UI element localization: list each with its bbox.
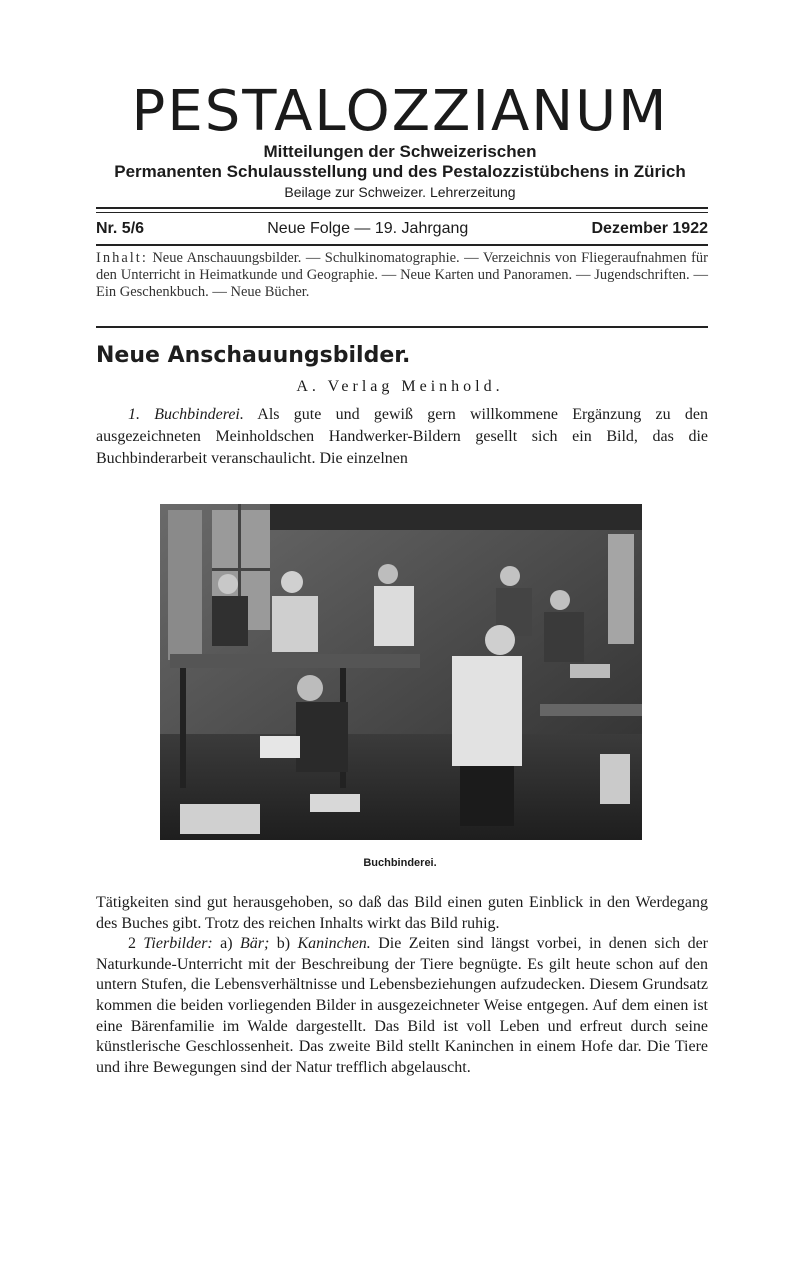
paragraph-3-lead: Tierbilder: [143, 935, 213, 953]
toc-text: Neue Anschauungsbilder. — Schulkinomatographie. — Verzeichnis von Fliegeraufnahmen für den Unterricht in Heimatkunde und Geographie. — Neue Karten und Panoramen. — Jugendschriften. — Ein Geschenkbuch. — Neue Bücher. [96, 250, 708, 300]
subtitle-line-2: Permanenten Schulausstellung und des Pestalozzistübchens in Zürich [114, 162, 686, 181]
toc-lead: Inhalt: [96, 250, 148, 266]
issue-number: Nr. 5/6 [96, 220, 145, 237]
toc-rule [96, 326, 708, 328]
article-continuation [96, 893, 708, 1078]
header-rule-top [96, 207, 708, 209]
issue-line [96, 218, 708, 240]
paragraph-3-b: b) [276, 935, 291, 953]
issue-series: Neue Folge — 19. Jahrgang [267, 220, 469, 237]
table-of-contents [96, 250, 708, 301]
paragraph-3-b-title: Kaninchen. [297, 935, 371, 953]
paragraph-1 [96, 404, 708, 470]
paragraph-3-number: 2 [128, 935, 136, 953]
article-title: Neue Anschauungsbilder. [96, 343, 411, 368]
bookbindery-illustration [160, 504, 642, 840]
masthead-title: PESTALOZZIANUM [131, 79, 669, 144]
paragraph-3 [96, 934, 708, 1078]
supplement-line: Beilage zur Schweizer. Lehrerzeitung [284, 184, 516, 200]
bookbindery-photo [160, 504, 642, 840]
header-rule-thin [96, 212, 708, 213]
publisher-line: A. Verlag Meinhold. [296, 378, 504, 395]
issue-date: Dezember 1922 [591, 220, 708, 237]
paragraph-3-a: a) [220, 935, 233, 953]
paragraph-3-a-title: Bär; [240, 935, 270, 953]
figure-caption: Buchbinderei. [363, 857, 437, 869]
paragraph-1-text: Als gute und gewiß gern willkommene Ergänzung zu den ausgezeichneten Meinholdschen Handwerker-Bildern gesellt sich ein Bild, das die Buchbinderarbeit veranschaulicht. Die einzelnen [96, 406, 709, 467]
paragraph-1-lead: 1. Buchbinderei. [128, 406, 244, 423]
issue-rule [96, 244, 708, 246]
paragraph-3-text: Die Zeiten sind längst vorbei, in denen sich der Naturkunde-Unterricht mit der Beschreibung der Tiere begnügte. Es gilt heute schon auf den untern Stufen, die Lebensverhältnisse und Lebensbeziehungen aufzudecken. Diesem Grundsatz kommen die beiden vorliegenden Bilder in ausgezeichneter Weise entgegen. Auf dem einen ist eine Bärenfamilie im Walde dargestellt. Das Bild ist voll Leben und erfreut durch seine künstlerische Geschlossenheit. Das zweite Bild stellt Kaninchen in einem Hofe dar. Die Tiere und ihre Bewegungen sind der Natur trefflich abgelauscht. [96, 935, 709, 1076]
paragraph-2: Tätigkeiten sind gut herausgehoben, so daß das Bild einen guten Einblick in den Werdegang des Buches gibt. Trotz des reichen Inhalts wirkt das Bild ruhig. [96, 894, 708, 932]
subtitle-line-1: Mitteilungen der Schweizerischen [263, 142, 537, 161]
